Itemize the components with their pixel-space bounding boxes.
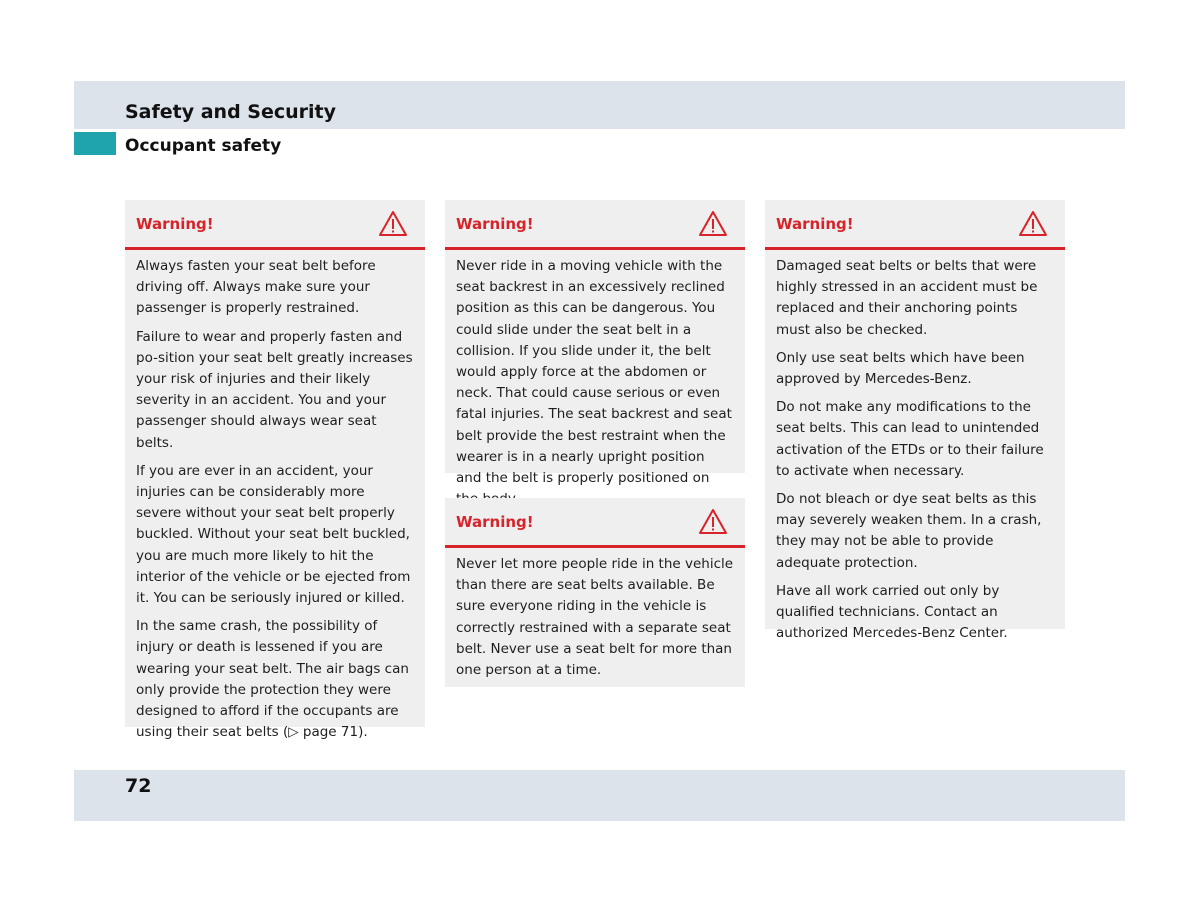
page-number: 72 xyxy=(125,775,152,797)
warning-body xyxy=(445,250,745,516)
warning-label: Warning! xyxy=(456,215,534,233)
warning-paragraph: Never ride in a moving vehicle with the seat backrest in an excessively reclined position as this can be dangerous. You could slide under the seat belt in a collision. If you slide under it, the belt would apply force at the abdomen or neck. That could cause serious or even fatal injuries. The seat backrest and seat belt provide the best restraint when the wearer is in a nearly upright position and the belt is properly positioned on xyxy=(456,258,732,487)
warning-box-seat-backrest xyxy=(445,200,745,487)
warning-paragraph: Failure to wear and properly fasten and po-sition your seat belt greatly increases your risk of injuries and their likely severity in an accident. You and your passenger should always wear seat belts. xyxy=(136,328,413,451)
warning-label: Warning! xyxy=(136,215,214,233)
warning-paragraph: Always fasten your seat belt before driving off. Always make sure your passenger is properly restrained. xyxy=(136,258,376,317)
warning-box-occupant-count xyxy=(445,498,745,687)
warning-paragraph: Have all work carried out only by qualified technicians. Contact an authorized Mercedes-Benz Center. xyxy=(776,582,1008,642)
footer-band xyxy=(74,770,1125,821)
warning-header xyxy=(765,200,1065,250)
subsection-title: Occupant safety xyxy=(125,136,282,156)
warning-paragraph: Never let more people ride in the vehicle than there are seat belts available. Be sure everyone riding in the vehicle is correctly restrained with a separate seat belt. Never use a seat belt for more than one person at a time. xyxy=(456,556,734,679)
warning-header xyxy=(125,200,425,250)
section-marker xyxy=(74,132,116,155)
warning-body xyxy=(125,250,425,749)
warning-paragraph: In the same crash, the possibility of injury or death is lessened if you are wearing your seat belt. The air bags can only provide the protection they were designed to afford if the occupants are using their seat belts (▷ page 71). xyxy=(136,618,409,741)
warning-paragraph: If you are ever in an accident, your injuries can be considerably more severe without your seat belt properly buckled. Without your seat belt buckled, you are much more likely to hit the interior of the vehicle or be ejected from it. You can be seriously injured or killed. xyxy=(136,462,411,607)
warning-label: Warning! xyxy=(456,513,534,531)
section-title: Safety and Security xyxy=(125,101,337,123)
warning-body xyxy=(765,250,1065,650)
warning-paragraph: Only use seat belts which have been approved by Mercedes-Benz. xyxy=(776,349,1025,388)
warning-triangle-icon xyxy=(698,508,728,535)
warning-triangle-icon xyxy=(1018,210,1048,237)
warning-box-seat-belt-fasten xyxy=(125,200,425,741)
warning-header xyxy=(445,200,745,250)
warning-label: Warning! xyxy=(776,215,854,233)
warning-paragraph: Do not make any modifications to the seat belts. This can lead to unintended activation of the ETDs or to their failure to activate when necessary. xyxy=(776,399,1044,479)
warning-box-damaged-belts xyxy=(765,200,1065,642)
warning-header xyxy=(445,498,745,548)
warning-paragraph: Damaged seat belts or belts that were highly stressed in an accident must be replaced and their anchoring points must also be checked. xyxy=(776,258,1038,338)
warning-paragraph: Do not bleach or dye seat belts as this may severely weaken them. In a crash, they may not be able to provide adequate protection. xyxy=(776,491,1042,571)
warning-triangle-icon xyxy=(378,210,408,237)
warning-body xyxy=(445,548,745,687)
warning-triangle-icon xyxy=(698,210,728,237)
